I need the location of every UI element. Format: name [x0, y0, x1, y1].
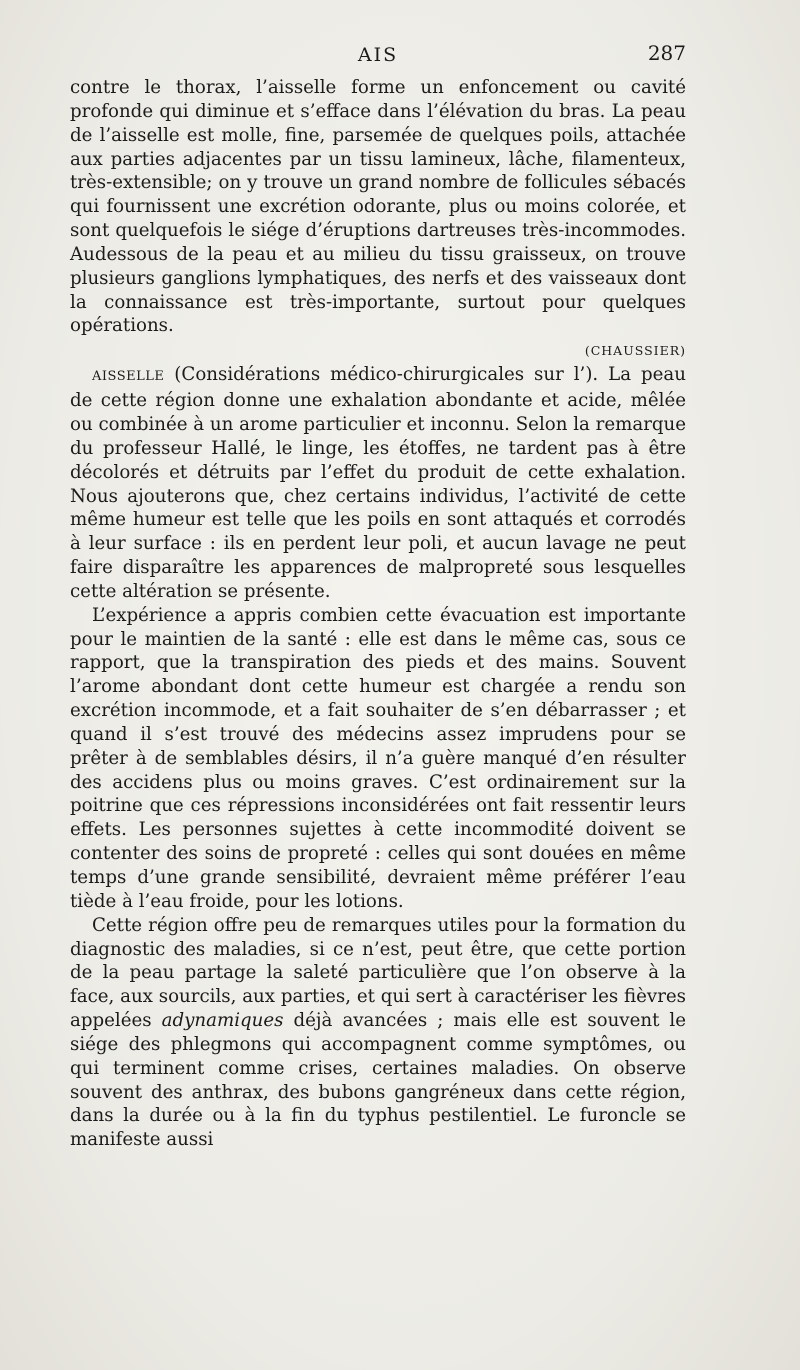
running-header: [70, 36, 686, 76]
paragraph-diagnostic: [70, 914, 686, 1152]
entry-headword: AISSELLE: [92, 369, 165, 385]
text-column: [70, 36, 686, 1152]
paragraph-medico-chirurgical: [70, 363, 686, 603]
page-number: 287: [647, 41, 686, 65]
paragraph-medico-chirurgical-text: (Considérations médico-chirurgicales sur l’). La peau de cette région donne une exhalation abondante et acide, mêlée ou combinée à un arome particulier et inconnu. Selon la remarque du professeur Hallé, le linge, les étoffes, ne tardent pas à être décolorés et détruits par l’effet du produit de cette exhalation. Nous ajouterons que, chez certains individus, l’activité de cette même humeur est telle que les poils en sont attaqués et corrodés à leur surface : ils en perdent leur poli, et aucun lavage ne peut faire disparaître les apparences de malpropreté sous lesquelles cette altération se présente.: [70, 364, 687, 602]
paragraph-experience: L’expérience a appris combien cette évacuation est importante pour le maintien de la santé : elle est dans le même cas, sous ce rapport, que la transpiration des pieds et des mains. Souvent l’arome abondant dont cette humeur est chargée a rendu son excrétion incommode, et a fait souhaiter de s’en débarrasser ; et quand il s’est trouvé des médecins assez imprudens pour se prêter à de semblables désirs, il n’a guère manqué d’en résulter des accidens plus ou moins graves. C’est ordinairement sur la poitrine que ces répressions inconsidérées ont fait ressentir leurs effets. Les personnes sujettes à cette incommodité doivent se contenter des soins de propreté : celles qui sont douées en même temps d’une grande sensibilité, devraient même préférer l’eau tiède à l’eau froide, pour les lotions.: [70, 604, 686, 912]
paragraph-aisselle-anatomy: contre le thorax, l’aisselle forme un enfoncement ou cavité profonde qui diminue et s’efface dans l’élévation du bras. La peau de l’aisselle est molle, fine, parsemée de quelques poils, attachée aux parties adjacentes par un tissu lamineux, lâche, filamenteux, très-extensible; on y trouve un grand nombre de follicules sébacés qui fournissent une excrétion odorante, plus ou moins colorée, et sont quelquefois le siége d’éruptions dartreuses très-incommodes. Audessous de la peau et au milieu du tissu graisseux, on trouve plusieurs ganglions lymphatiques, des nerfs et des vaisseaux dont la connaissance est très-importante, surtout pour quelques opérations.: [70, 77, 686, 337]
running-title: AIS: [357, 44, 399, 66]
italic-term: adynamiques: [161, 1010, 284, 1032]
author-signature: (CHAUSSIER): [584, 343, 686, 359]
paragraph-diagnostic-text-2: déjà avancées ; mais elle est souvent le siége des phlegmons qui accompagnent comme symptômes, ou qui terminent comme crises, certaines maladies. On observe souvent des anthrax, des bubons gangréneux dans cette région, dans la durée ou à la fin du typhus pestilentiel. Le furoncle se manifeste aussi: [70, 1010, 686, 1151]
paragraph-diagnostic-text-1: Cette région offre peu de remarques utiles pour la formation du diagnostic des maladies, si ce n’est, peut être, que cette portion de la peau partage la saleté particulière que l’on observe à la face, aux sourcils, aux parties, et qui sert à caractériser les fièvres appelées: [70, 914, 686, 1032]
